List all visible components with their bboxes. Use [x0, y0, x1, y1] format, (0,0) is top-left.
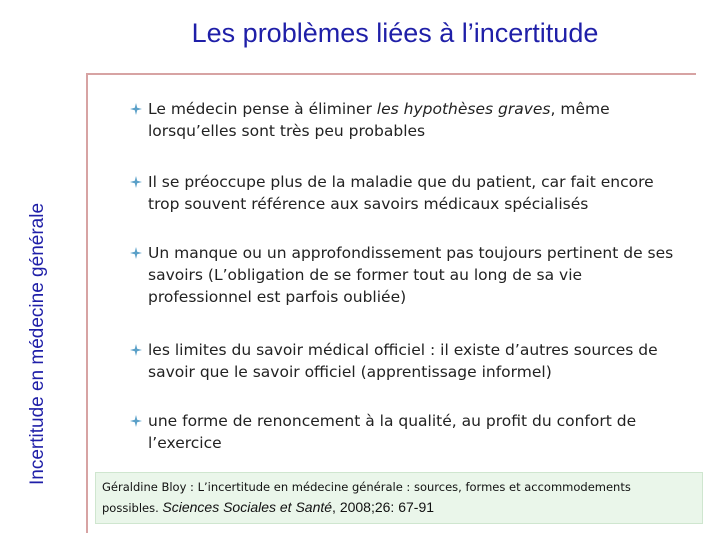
bullet-item-2 — [130, 171, 685, 215]
side-label: Incertitude en médecine générale — [27, 202, 48, 486]
sparkle-bullet-icon — [130, 344, 142, 356]
bullet-text-2: Il se préoccupe plus de la maladie que du patient, car fait encore trop souvent référence aux savoirs médicaux spécialisés — [148, 173, 654, 213]
bullet-text-3: Un manque ou un approfondissement pas toujours pertinent de ses savoirs (L’obligation de se former tout au long de sa vie professionnel est parfois oubliée) — [148, 244, 674, 306]
citation-box — [95, 472, 703, 524]
bullet-text-5: une forme de renoncement à la qualité, au profit du confort de l’exercice — [148, 412, 637, 452]
bullet-text-4: les limites du savoir médical officiel : il existe d’autres sources de savoir que le savoir officiel (apprentissage informel) — [148, 341, 658, 381]
citation-line-1: Géraldine Bloy : L’incertitude en médecine générale : sources, formes et accommodements — [102, 480, 631, 494]
bullet-item-4 — [130, 339, 685, 383]
bullet-item-1 — [130, 98, 685, 142]
sparkle-bullet-icon — [130, 415, 142, 427]
bullet-item-3 — [130, 242, 685, 308]
sparkle-bullet-icon — [130, 176, 142, 188]
citation-journal: Sciences Sociales et Santé — [162, 499, 333, 515]
sparkle-bullet-icon — [130, 247, 142, 259]
sparkle-bullet-icon — [130, 103, 142, 115]
bullet-item-5 — [130, 410, 685, 454]
citation-line-2: possibles. Sciences Sociales et Santé, 2008;26: 67-91 — [102, 499, 435, 515]
slide-title: Les problèmes liées à l’incertitude — [191, 18, 599, 48]
bullet-text-1: Le médecin pense à éliminer les hypothèses graves, même lorsqu’elles sont très peu probables — [148, 100, 610, 140]
side-divider — [86, 73, 88, 533]
bullet-emphasis: les hypothèses graves — [376, 100, 551, 118]
title-divider — [86, 73, 696, 75]
